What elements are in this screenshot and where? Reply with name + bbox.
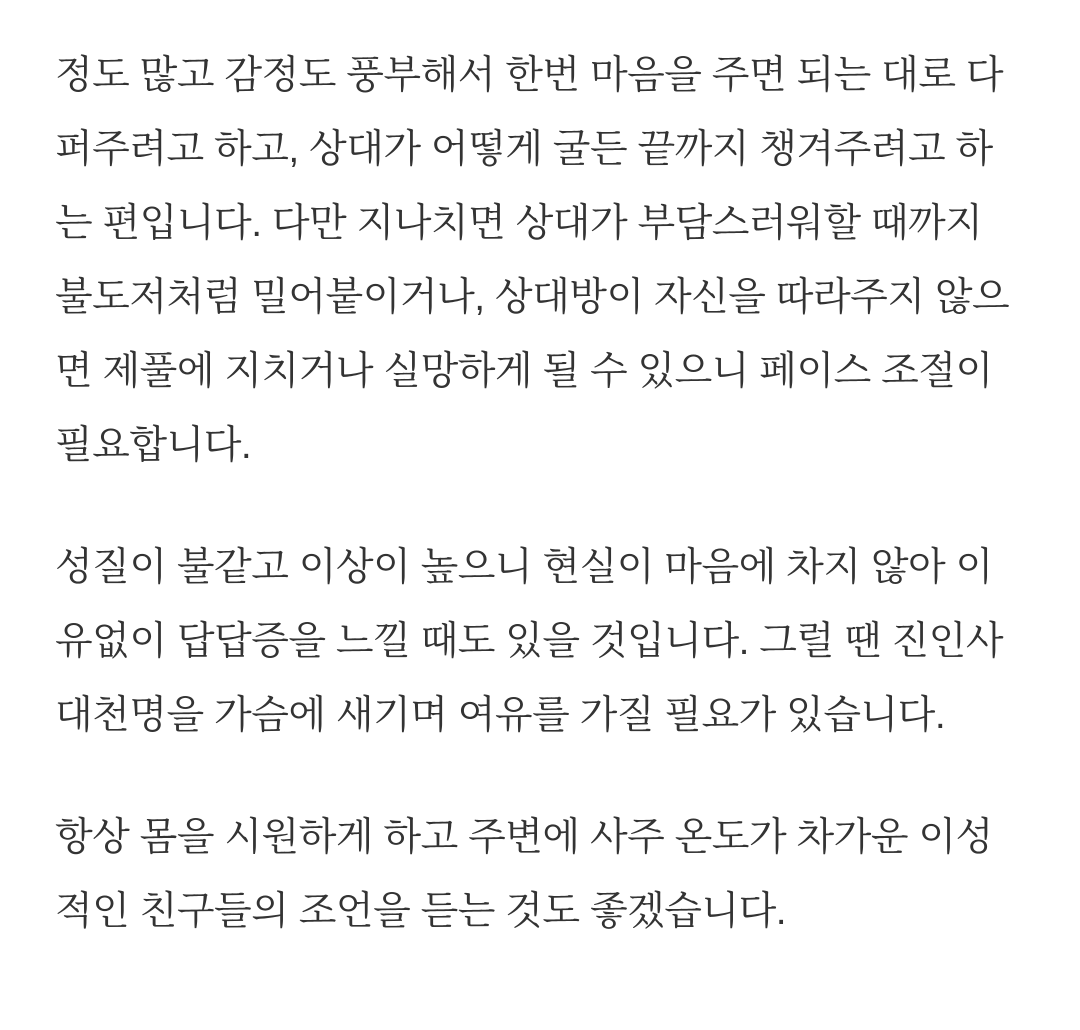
paragraph-advice-cool-friends: 항상 몸을 시원하게 하고 주변에 사주 온도가 차가운 이성 적인 친구들의 조언을 듣는 것도 좋겠습니다. [55,816,993,933]
paragraph-personality-generosity: 정도 많고 감정도 풍부해서 한번 마음을 주면 되는 대로 다 퍼주려고 하고, 상대가 어떻게 굴든 끝까지 챙겨주려고 하 는 편입니다. 다만 지나치면 상대가 부담스러워할 때까지 불도저처럼 밀어붙이거나, 상대방이 자신을 따라주지 않으 면 제풀에 지치거나 실망하게 될 수 있으니 페이스 조절이 필요합니다. [55,54,1010,467]
paragraph-temper-ideals: 성질이 불같고 이상이 높으니 현실이 마음에 차지 않아 이 유없이 답답증을 느낄 때도 있을 것입니다. 그럴 땐 진인사 대천명을 가슴에 새기며 여유를 가질 필요가 있습니다. [55,546,1004,737]
